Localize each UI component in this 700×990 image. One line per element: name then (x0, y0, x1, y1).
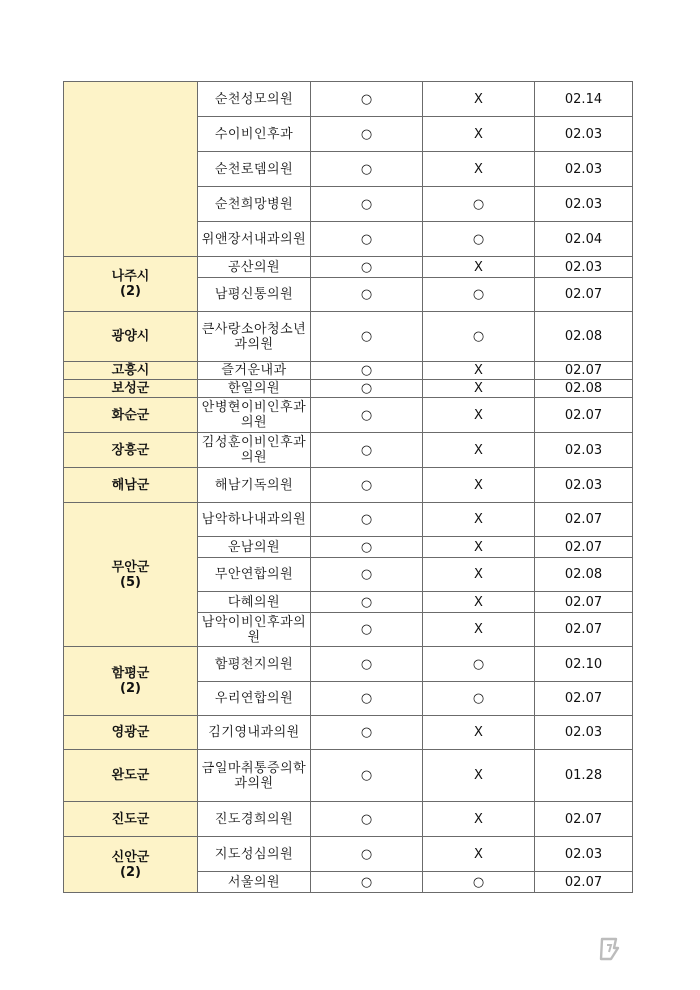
status-a-cell: ○ (311, 537, 423, 558)
clinic-name-cell: 진도경희의원 (198, 802, 311, 837)
table-row (64, 716, 633, 750)
status-a-cell: ○ (311, 278, 423, 312)
region-name: 광양시 (111, 329, 150, 344)
status-b-cell: X (423, 537, 535, 558)
clinic-name-cell: 해남기독의원 (198, 468, 311, 503)
region-name: 화순군 (111, 407, 150, 423)
status-b-cell: X (423, 613, 535, 647)
status-b-cell: ○ (423, 647, 535, 682)
clinic-name-cell: 즐거운내과 (198, 362, 311, 380)
region-cell (64, 647, 198, 716)
region-cell (64, 362, 198, 380)
status-a-cell: ○ (311, 222, 423, 257)
clinic-name-cell: 한일의원 (198, 380, 311, 398)
date-cell: 02.07 (535, 398, 633, 433)
clinic-name-cell: 다혜의원 (198, 592, 311, 613)
status-b-cell: X (423, 380, 535, 398)
status-b-cell: X (423, 558, 535, 592)
clinic-name-cell: 남악이비인후과의원 (198, 613, 311, 647)
status-b-cell: X (423, 503, 535, 537)
date-cell: 02.07 (535, 613, 633, 647)
status-a-cell: ○ (311, 558, 423, 592)
status-a-cell: ○ (311, 682, 423, 716)
region-name: 무안군 (111, 559, 150, 575)
clinic-name-cell: 김성훈이비인후과의원 (198, 433, 311, 468)
date-cell: 02.03 (535, 716, 633, 750)
status-b-cell: X (423, 592, 535, 613)
status-a-cell: ○ (311, 152, 423, 187)
watermark-logo-icon (598, 936, 620, 962)
status-b-cell: X (423, 82, 535, 117)
date-cell: 02.07 (535, 278, 633, 312)
region-name: 완도군 (111, 768, 150, 783)
region-cell (64, 503, 198, 647)
status-a-cell: ○ (311, 647, 423, 682)
status-a-cell: ○ (311, 187, 423, 222)
table-row (64, 257, 633, 278)
region-name: 함평군 (111, 666, 150, 681)
table-row (64, 380, 633, 398)
clinic-name-cell: 함평천지의원 (198, 647, 311, 682)
clinic-name-cell: 금일마취통증의학과의원 (198, 750, 311, 802)
clinic-name-cell: 순천로뎀의원 (198, 152, 311, 187)
clinic-name-cell: 김기영내과의원 (198, 716, 311, 750)
status-a-cell: ○ (311, 872, 423, 893)
status-b-cell: ○ (423, 222, 535, 257)
table-row (64, 647, 633, 682)
clinic-name-cell: 순천희망병원 (198, 187, 311, 222)
region-name: 보성군 (111, 381, 150, 396)
table-row (64, 503, 633, 537)
region-cell (64, 750, 198, 802)
region-cell (64, 398, 198, 433)
status-b-cell: ○ (423, 278, 535, 312)
date-cell: 02.03 (535, 117, 633, 152)
table-row (64, 433, 633, 468)
status-a-cell: ○ (311, 750, 423, 802)
date-cell: 02.08 (535, 380, 633, 398)
status-b-cell: X (423, 362, 535, 380)
date-cell: 02.03 (535, 257, 633, 278)
status-a-cell: ○ (311, 716, 423, 750)
status-b-cell: X (423, 468, 535, 503)
table-row (64, 312, 633, 362)
status-b-cell: X (423, 837, 535, 872)
date-cell: 02.07 (535, 872, 633, 893)
status-a-cell: ○ (311, 398, 423, 433)
status-a-cell: ○ (311, 433, 423, 468)
status-a-cell: ○ (311, 257, 423, 278)
clinic-name-cell: 공산의원 (198, 257, 311, 278)
status-b-cell: X (423, 716, 535, 750)
status-b-cell: X (423, 152, 535, 187)
status-b-cell: X (423, 802, 535, 837)
status-b-cell: X (423, 398, 535, 433)
table-row (64, 82, 633, 117)
region-cell (64, 802, 198, 837)
clinic-name-cell: 운남의원 (198, 537, 311, 558)
table-row (64, 750, 633, 802)
date-cell: 01.28 (535, 750, 633, 802)
region-cell (64, 433, 198, 468)
status-b-cell: X (423, 750, 535, 802)
table-row (64, 398, 633, 433)
region-count: (2) (120, 864, 141, 880)
date-cell: 02.07 (535, 802, 633, 837)
clinic-name-cell: 남평신통의원 (198, 278, 311, 312)
status-a-cell: ○ (311, 613, 423, 647)
table-row (64, 468, 633, 503)
table-row (64, 802, 633, 837)
status-b-cell: ○ (423, 872, 535, 893)
date-cell: 02.08 (535, 558, 633, 592)
region-cell (64, 380, 198, 398)
region-name: 나주시 (111, 269, 150, 284)
region-name: 신안군 (111, 849, 150, 865)
date-cell: 02.03 (535, 187, 633, 222)
clinic-name-cell: 안병현이비인후과의원 (198, 398, 311, 433)
date-cell: 02.07 (535, 503, 633, 537)
date-cell: 02.03 (535, 837, 633, 872)
date-cell: 02.07 (535, 362, 633, 380)
status-b-cell: ○ (423, 187, 535, 222)
region-cell (64, 82, 198, 257)
status-a-cell: ○ (311, 312, 423, 362)
region-cell (64, 716, 198, 750)
status-a-cell: ○ (311, 468, 423, 503)
clinic-name-cell: 지도성심의원 (198, 837, 311, 872)
region-cell (64, 312, 198, 362)
status-b-cell: X (423, 117, 535, 152)
date-cell: 02.07 (535, 592, 633, 613)
status-b-cell: X (423, 433, 535, 468)
region-count: (2) (120, 284, 141, 299)
status-a-cell: ○ (311, 362, 423, 380)
region-name: 진도군 (111, 811, 150, 827)
date-cell: 02.03 (535, 433, 633, 468)
clinic-name-cell: 위앤장서내과의원 (198, 222, 311, 257)
region-count: (2) (120, 681, 141, 696)
status-b-cell: ○ (423, 682, 535, 716)
date-cell: 02.04 (535, 222, 633, 257)
clinic-name-cell: 무안연합의원 (198, 558, 311, 592)
status-a-cell: ○ (311, 503, 423, 537)
date-cell: 02.07 (535, 682, 633, 716)
region-name: 장흥군 (111, 442, 150, 458)
clinic-name-cell: 순천성모의원 (198, 82, 311, 117)
clinic-name-cell: 수이비인후과 (198, 117, 311, 152)
region-name: 고흥시 (111, 363, 150, 378)
table-row (64, 837, 633, 872)
status-a-cell: ○ (311, 802, 423, 837)
clinic-name-cell: 서울의원 (198, 872, 311, 893)
date-cell: 02.10 (535, 647, 633, 682)
clinic-table (63, 81, 633, 893)
clinic-name-cell: 우리연합의원 (198, 682, 311, 716)
clinic-name-cell: 큰사랑소아청소년과의원 (198, 312, 311, 362)
region-cell (64, 257, 198, 312)
region-name: 해남군 (111, 477, 150, 493)
status-a-cell: ○ (311, 117, 423, 152)
region-count: (5) (120, 574, 141, 590)
status-a-cell: ○ (311, 592, 423, 613)
date-cell: 02.07 (535, 537, 633, 558)
status-a-cell: ○ (311, 837, 423, 872)
region-name: 영광군 (111, 725, 150, 740)
status-a-cell: ○ (311, 380, 423, 398)
region-cell (64, 837, 198, 893)
table-row (64, 362, 633, 380)
status-a-cell: ○ (311, 82, 423, 117)
date-cell: 02.03 (535, 152, 633, 187)
date-cell: 02.03 (535, 468, 633, 503)
date-cell: 02.08 (535, 312, 633, 362)
status-b-cell: X (423, 257, 535, 278)
status-b-cell: ○ (423, 312, 535, 362)
clinic-name-cell: 남악하나내과의원 (198, 503, 311, 537)
date-cell: 02.14 (535, 82, 633, 117)
region-cell (64, 468, 198, 503)
